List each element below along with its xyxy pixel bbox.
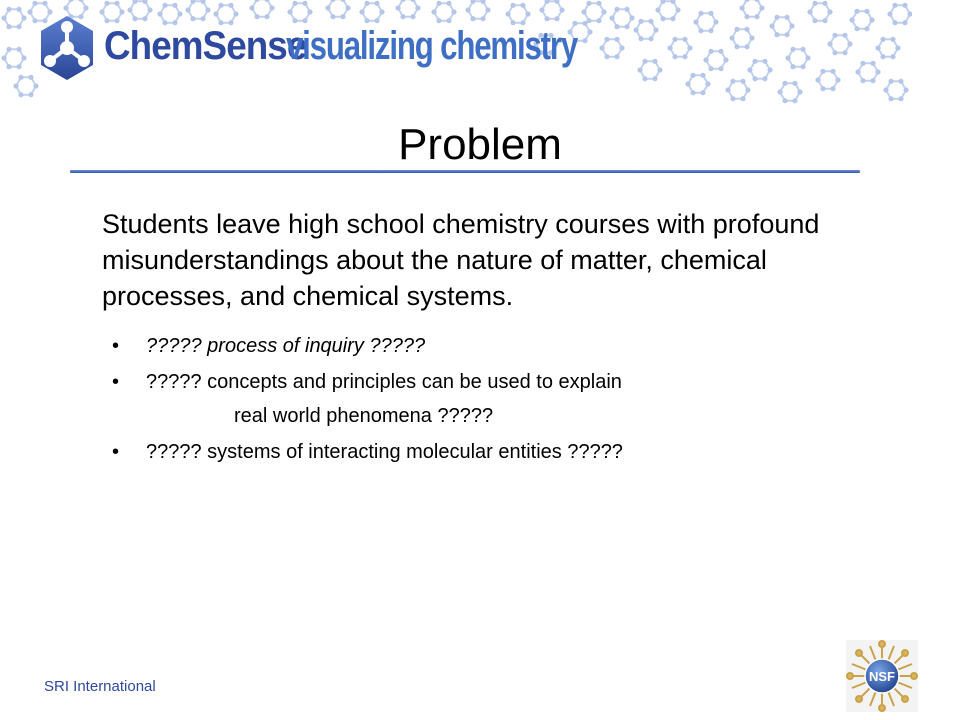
- bullet-text: ????? systems of interacting molecular entities ?????: [146, 441, 623, 463]
- bullet-list: [112, 330, 872, 472]
- header-banner: [0, 0, 912, 106]
- molecule-icon: [38, 14, 96, 82]
- bullet-text-continuation: real world phenomena ?????: [234, 405, 494, 427]
- bullet-text: ????? process of inquiry ?????: [146, 335, 426, 357]
- nsf-logo-icon: [846, 640, 918, 712]
- bullet-item: [112, 330, 872, 362]
- bullet-marker: •: [112, 441, 120, 463]
- bullet-item: [112, 436, 872, 468]
- bullet-item: [112, 366, 872, 432]
- bullet-marker: •: [112, 371, 120, 393]
- svg-text:NSF: NSF: [869, 669, 895, 684]
- logo-text: ChemSense: [104, 24, 307, 68]
- intro-paragraph: Students leave high school chemistry courses with profound misunderstandings about the nature of matter, chemical processes, and chemical systems.: [102, 209, 820, 311]
- title-underline: [70, 170, 860, 173]
- tagline: visualizing chemistry: [286, 24, 578, 68]
- slide-title: Problem: [398, 120, 562, 169]
- bullet-marker: •: [112, 335, 120, 357]
- bullet-text: ????? concepts and principles can be used to explain: [146, 371, 622, 393]
- footer-organization: SRI International: [44, 678, 156, 695]
